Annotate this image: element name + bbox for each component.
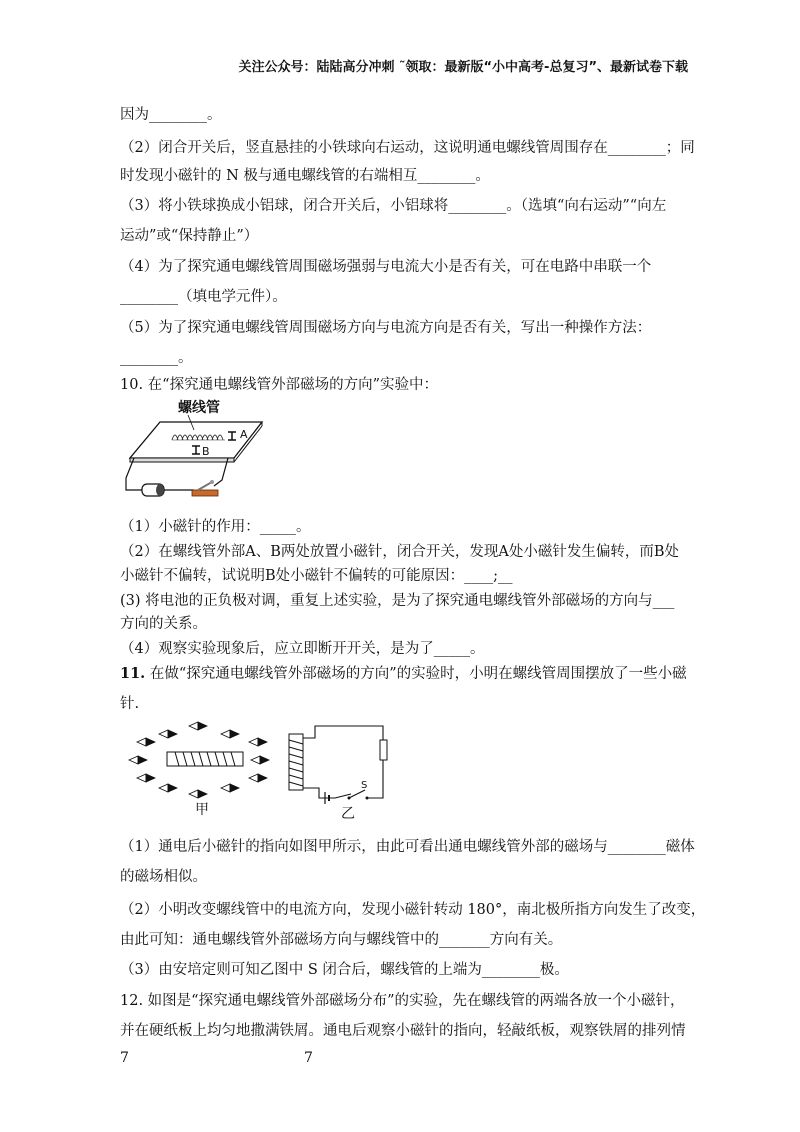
- q11-label-jia: 甲: [195, 802, 209, 816]
- q11-part2-line1: （2）小明改变螺线管中的电流方向，发现小磁针转动 180°，南北极所指方向发生了改变，: [120, 902, 706, 918]
- q10-label-b: B: [202, 445, 210, 458]
- q10-title: 10. 在“探究通电螺线管外部磁场的方向”实验中：: [120, 377, 438, 393]
- q10-part1: （1）小磁针的作用：_____。: [120, 519, 311, 535]
- q9-part3-line2: 运动”或“保持静止”）: [120, 228, 259, 244]
- q11-resistor: [380, 740, 387, 760]
- q10-label-a: A: [240, 428, 248, 441]
- q11-compass-needles: [129, 722, 269, 798]
- q11-switch-s: [348, 790, 369, 800]
- q11-number: 11.: [120, 665, 146, 682]
- q9-part4-line1: （4）为了探究通电螺线管周围磁场强弱与电流大小是否有关，可在电路中串联一个: [120, 259, 652, 275]
- q9-part4-line2: ________（填电学元件）。: [120, 289, 287, 305]
- q10-part2-line1: （2）在螺线管外部A、B两处放置小磁针，闭合开关，发现A处小磁针发生偏转，而B处: [120, 544, 679, 560]
- q9-part2-line2: 时发现小磁针的 N 极与通电螺线管的右端相互________。: [120, 168, 490, 184]
- q11-part3: （3）由安培定则可知乙图中 S 闭合后，螺线管的上端为________极。: [120, 962, 569, 978]
- q9-part3-line1: （3）将小铁球换成小铝球，闭合开关后，小铝球将________。（选填“向右运动”“向左: [120, 198, 667, 214]
- page-header: 关注公众号：陆陆高分冲刺 ˜领取：最新版“小中高考-总复习”、最新试卷下载: [238, 60, 688, 75]
- q10-part3-line1: (3) 将电池的正负极对调，重复上述实验，是为了探究通电螺线管外部磁场的方向与___: [120, 593, 675, 609]
- q11-label-yi: 乙: [341, 806, 355, 822]
- q12-line1: 12. 如图是“探究通电螺线管外部磁场分布”的实验，先在螺线管的两端各放一个小磁针，: [120, 993, 685, 1009]
- q12-line2: 并在硬纸板上均匀地撒满铁屑。通电后观察小磁针的指向，轻敲纸板，观察铁屑的排列情: [120, 1023, 686, 1039]
- page-number-left: 7: [120, 1050, 129, 1066]
- q11-part1-line2: 的磁场相似。: [120, 869, 207, 885]
- q10-circuit-wires: [126, 458, 228, 490]
- q10-part2-line2: 小磁针不偏转，试说明B处小磁针不偏转的可能原因：____;__: [120, 568, 513, 584]
- q10-label-title: 螺线管: [178, 400, 220, 416]
- q11-title-line2: 针.: [120, 696, 140, 712]
- q9-part5-line1: （5）为了探究通电螺线管周围磁场方向与电流方向是否有关，写出一种操作方法：: [120, 320, 652, 336]
- q10-battery: [142, 484, 164, 496]
- q11-part2-line2: 由此可知：通电螺线管外部磁场方向与螺线管中的_______方向有关。: [120, 932, 563, 948]
- q11-vertical-solenoid: [289, 734, 303, 790]
- q11-figure-yi: [285, 722, 405, 822]
- q10-part4: （4）观察实验现象后，应立即断开开关，是为了_____。: [120, 641, 485, 657]
- q9-continuation: 因为________。: [120, 107, 222, 123]
- q10-switch: [192, 480, 218, 496]
- q11-solenoid: [167, 752, 243, 766]
- q10-part3-line2: 方向的关系。: [120, 616, 207, 632]
- q9-part2-line1: （2）闭合开关后，竖直悬挂的小铁球向右运动，这说明通电螺线管周围存在________；同: [120, 140, 695, 156]
- q11-title-line1: [120, 662, 687, 683]
- q10-solenoid-figure: [120, 394, 270, 504]
- q11-part1-line1: （1）通电后小磁针的指向如图甲所示，由此可看出通电螺线管外部的磁场与________磁体: [120, 839, 695, 855]
- page-number-center: 7: [304, 1050, 313, 1066]
- q11-figure-jia: [125, 716, 275, 816]
- q9-part5-line2: ________。: [120, 350, 193, 366]
- q11-title-text: 在做“探究通电螺线管外部磁场的方向”的实验时，小明在螺线管周围摆放了一些小磁: [145, 666, 687, 682]
- q11-label-switch: S: [361, 780, 368, 791]
- q11-circuit-wires: [303, 726, 383, 798]
